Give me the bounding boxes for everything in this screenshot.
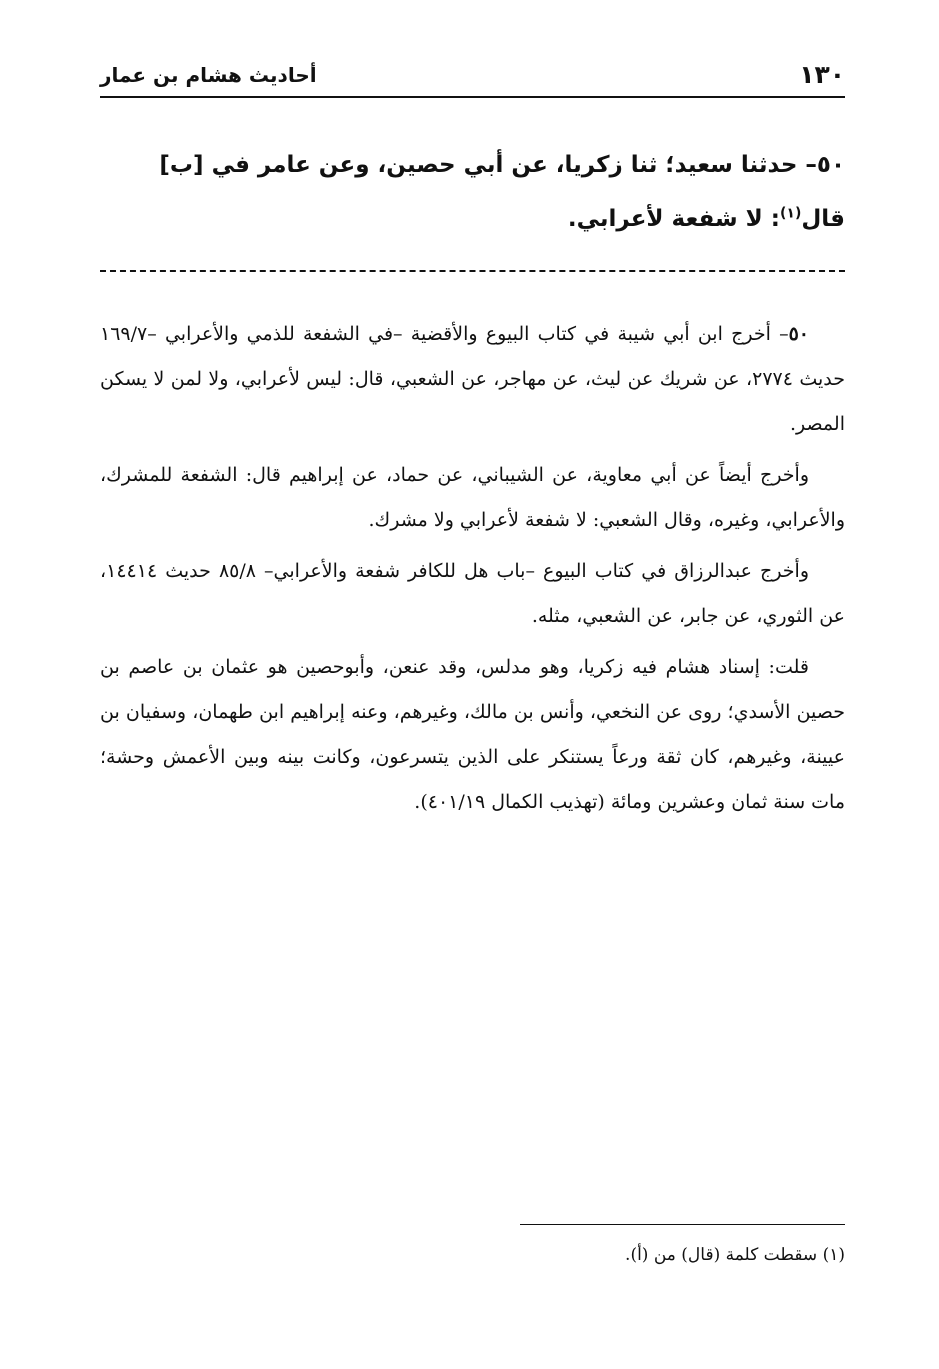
footnote-reference: (١) bbox=[779, 205, 802, 222]
page-number: ١٣٠ bbox=[799, 60, 845, 89]
commentary-number: ٥٠ bbox=[788, 323, 809, 345]
commentary-paragraph: وأخرج أيضاً عن أبي معاوية، عن الشيباني، عن حماد، عن إبراهيم قال: الشفعة للمشرك، والأعرابي، وغيره، وقال الشعبي: لا شفعة لأعرابي ولا مشرك. bbox=[100, 464, 845, 531]
commentary-paragraph bbox=[100, 312, 845, 447]
header-rule bbox=[100, 96, 845, 98]
section-divider bbox=[100, 270, 845, 272]
hadith-text-after-ref: : لا شفعة لأعرابي. bbox=[567, 206, 780, 232]
running-title: أحاديث هشام بن عمار bbox=[100, 63, 317, 87]
hadith-text bbox=[100, 138, 845, 246]
commentary bbox=[100, 312, 845, 831]
hadith-number: ٥٠ bbox=[816, 152, 845, 178]
footnote: (١) سقطت كلمة (قال) من (أ). bbox=[625, 1245, 845, 1265]
hadith-text-before-ref: – حدثنا سعيد؛ ثنا زكريا، عن أبي حصين، وعن عامر في [ب] قال bbox=[159, 152, 845, 232]
commentary-text: – أخرج ابن أبي شيبة في كتاب البيوع والأقضية –في الشفعة للذمي والأعرابي –١٦٩/٧ حديث ٢٧٧٤، عن شريك عن ليث، عن مهاجر، عن الشعبي، قال: ليس لأعرابي، ولا لمن لا يسكن المصر. bbox=[100, 323, 845, 435]
commentary-paragraph: وأخرج عبدالرزاق في كتاب البيوع –باب هل للكافر شفعة والأعرابي– ٨٥/٨ حديث ١٤٤١٤، عن الثوري، عن جابر، عن الشعبي، مثله. bbox=[100, 560, 845, 627]
footnote-rule bbox=[520, 1224, 845, 1225]
page-header bbox=[100, 56, 845, 96]
commentary-paragraph: قلت: إسناد هشام فيه زكريا، وهو مدلس، وقد عنعن، وأبوحصين هو عثمان بن عاصم بن حصين الأسدي؛ روى عن النخعي، وأنس بن مالك، وغيرهم، وعنه إبراهيم ابن طهمان، وسفيان بن عيينة، وغيرهم، كان ثقة ورعاً يستنكر على الذين يتسرعون، وكانت بينه وبين الأعمش وحشة؛ مات سنة ثمان وعشرين ومائة (تهذيب الكمال ٤٠١/١٩). bbox=[100, 656, 845, 813]
